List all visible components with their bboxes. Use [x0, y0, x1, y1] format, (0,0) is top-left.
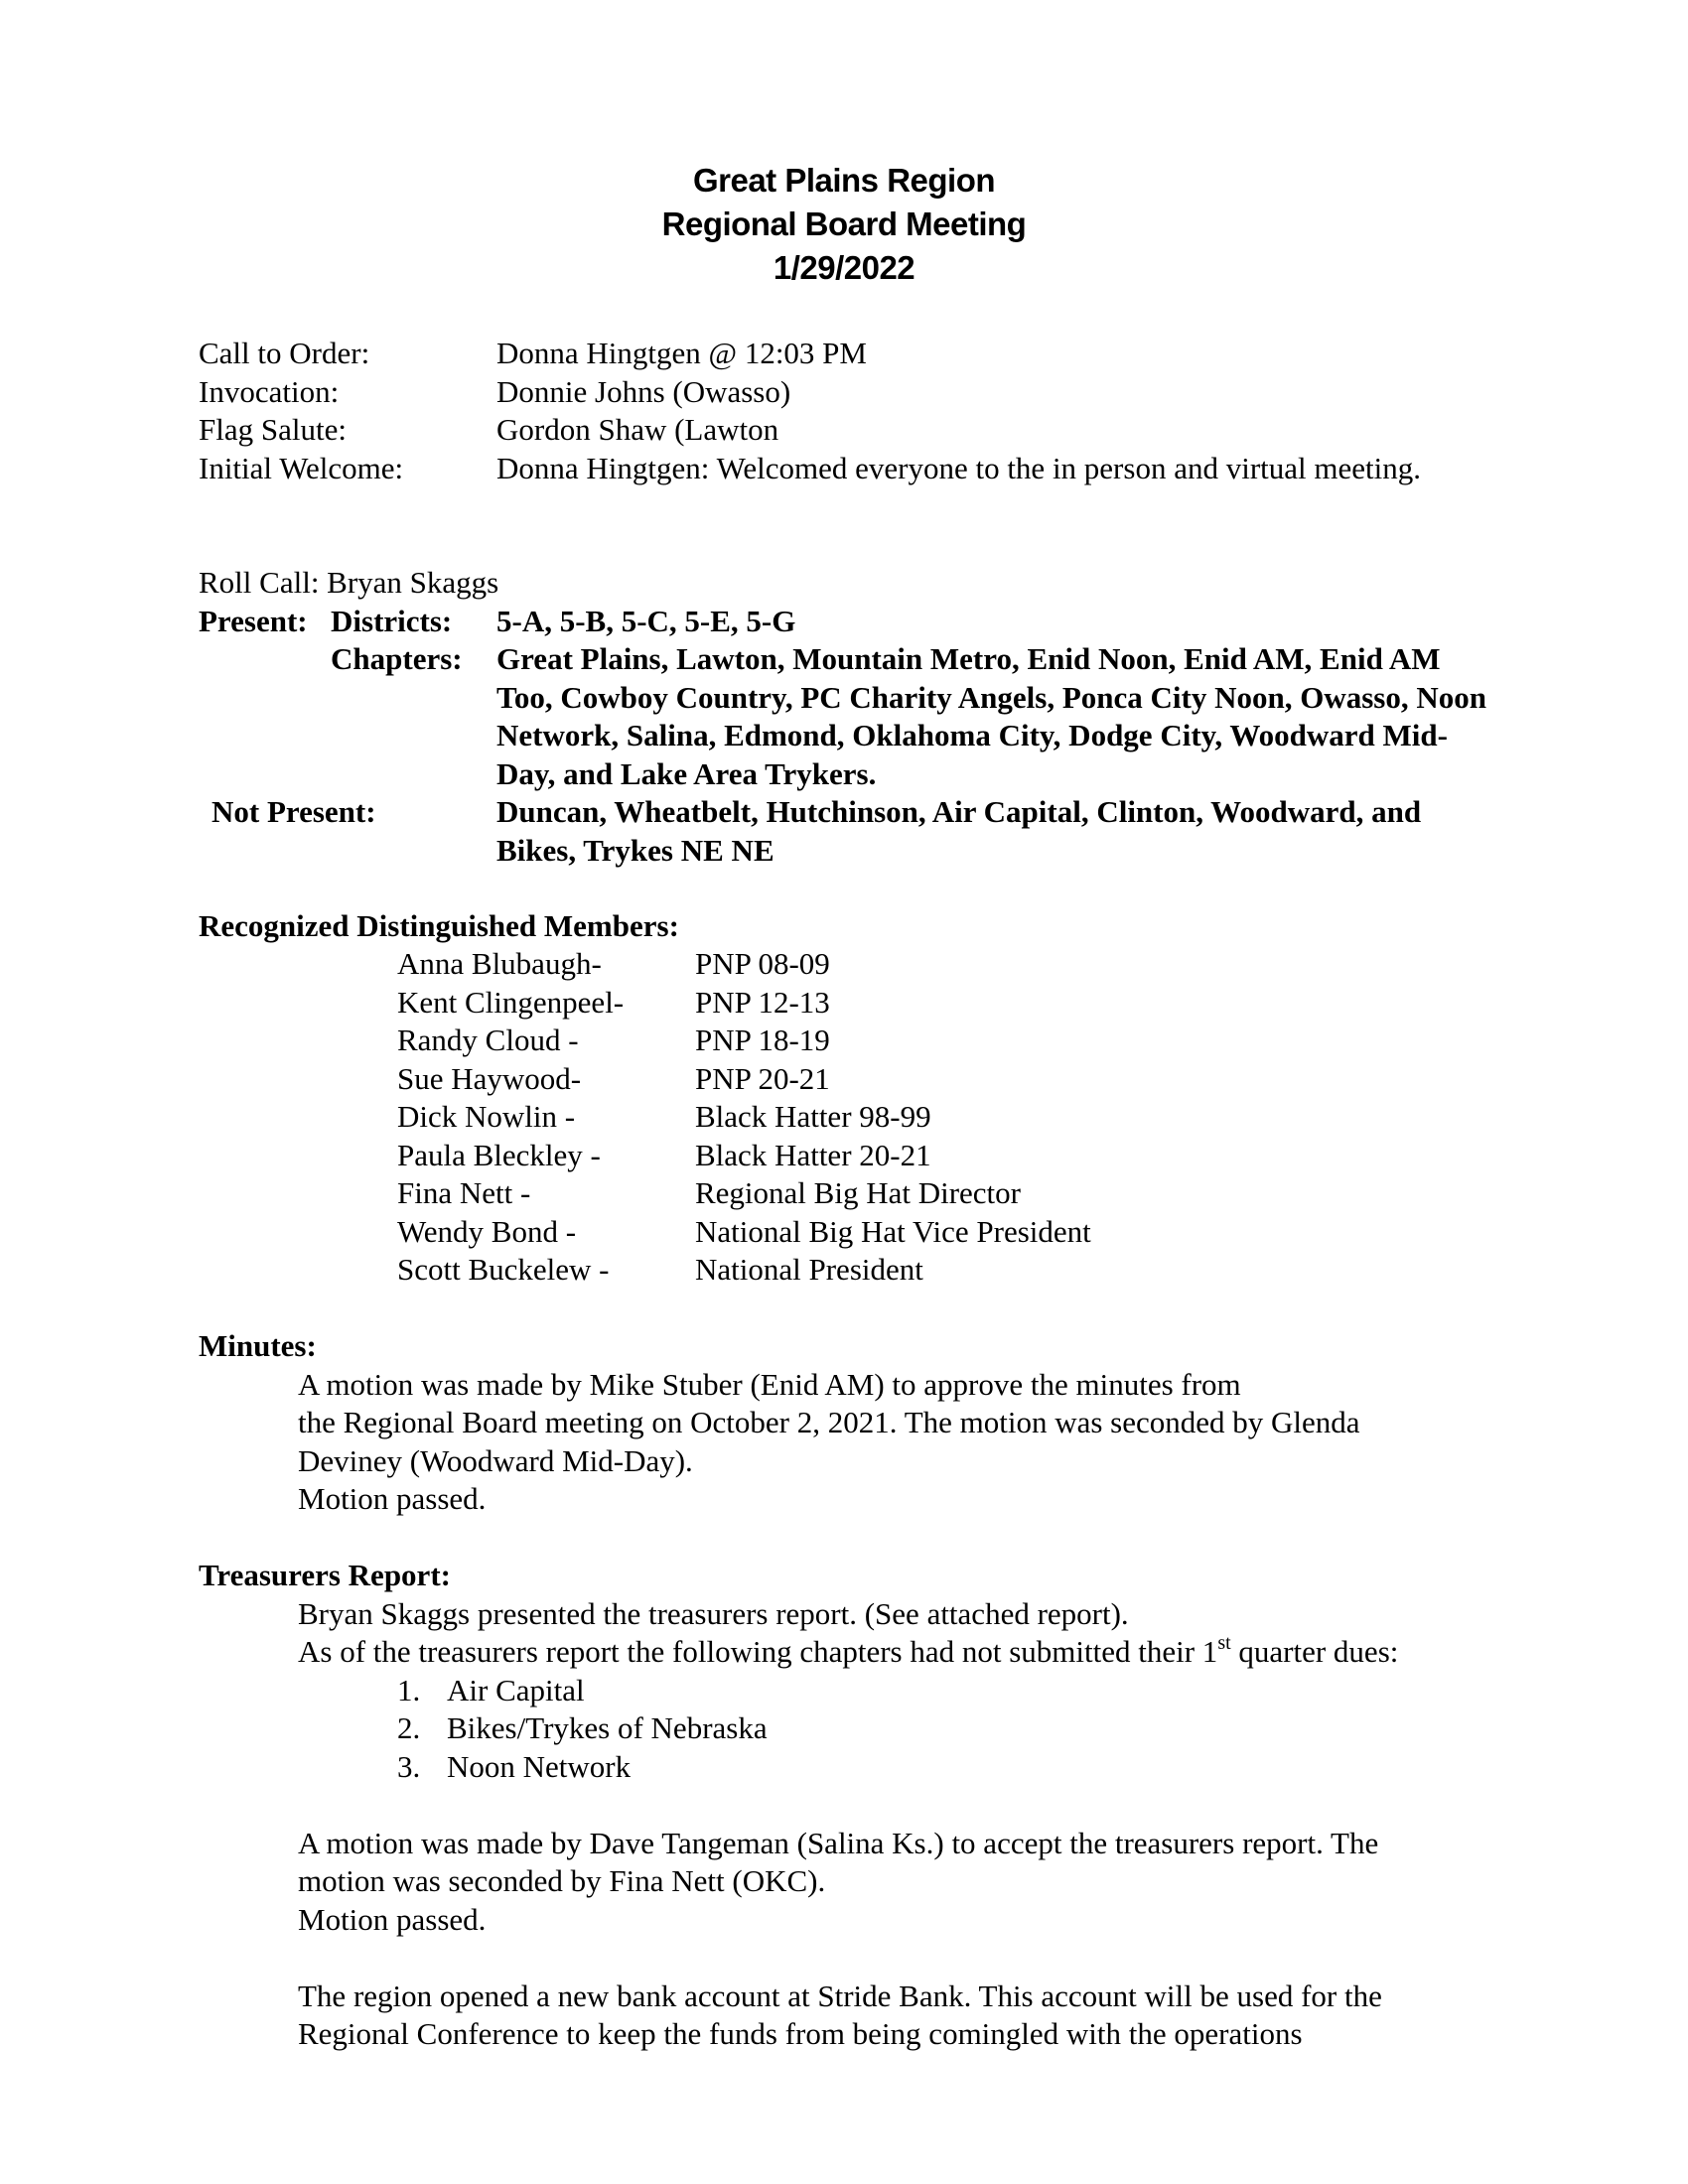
- member-role: National President: [695, 1252, 923, 1287]
- unpaid-number: 1.: [397, 1673, 421, 1707]
- unpaid-number: 2.: [397, 1710, 421, 1745]
- member-name: Randy Cloud -: [397, 1023, 579, 1057]
- member-role: Black Hatter 20-21: [695, 1138, 931, 1172]
- chapters-label: Chapters:: [331, 641, 463, 676]
- unpaid-chapter: Bikes/Trykes of Nebraska: [447, 1710, 768, 1745]
- title-meeting: Regional Board Meeting: [661, 205, 1027, 242]
- opening-value: Gordon Shaw (Lawton: [496, 412, 779, 447]
- unpaid-chapter: Noon Network: [447, 1749, 632, 1784]
- treasurers-motion-line: motion was seconded by Fina Nett (OKC).: [298, 1863, 826, 1898]
- member-role: Black Hatter 98-99: [695, 1099, 931, 1134]
- opening-value: Donna Hingtgen: Welcomed everyone to the in person and virtual meeting.: [496, 451, 1421, 485]
- document-title: [0, 159, 1688, 290]
- treasurers-dues-line: [298, 1633, 1489, 1672]
- not-present-label: Not Present:: [211, 794, 376, 829]
- member-name: Dick Nowlin -: [397, 1099, 576, 1134]
- member-name: Fina Nett -: [397, 1175, 531, 1210]
- opening-label: Call to Order:: [199, 336, 370, 370]
- member-name: Sue Haywood-: [397, 1061, 582, 1096]
- bank-line: Regional Conference to keep the funds from being comingled with the operations: [298, 2016, 1303, 2051]
- opening-value: Donnie Johns (Owasso): [496, 374, 791, 409]
- distinguished-heading: Recognized Distinguished Members:: [199, 908, 679, 943]
- treasurers-line: Bryan Skaggs presented the treasurers report. (See attached report).: [298, 1596, 1129, 1631]
- member-role: PNP 18-19: [695, 1023, 830, 1057]
- opening-label: Flag Salute:: [199, 412, 347, 447]
- member-role: PNP 20-21: [695, 1061, 830, 1096]
- minutes-line: A motion was made by Mike Stuber (Enid AM) to approve the minutes from: [298, 1367, 1241, 1402]
- chapters-value: Great Plains, Lawton, Mountain Metro, Enid Noon, Enid AM, Enid AM Too, Cowboy Country, PC Charity Angels, Ponca City Noon, Owasso, Noon Network, Salina, Edmond, Oklahoma City, Dodge City, Woodward Mid-Day, and Lake Area Trykers.: [496, 641, 1486, 791]
- not-present-value: Duncan, Wheatbelt, Hutchinson, Air Capital, Clinton, Woodward, and Bikes, Trykes NE NE: [496, 794, 1422, 868]
- minutes-result: Motion passed.: [298, 1481, 487, 1516]
- unpaid-chapter: Air Capital: [447, 1673, 585, 1707]
- member-role: PNP 08-09: [695, 946, 830, 981]
- treasurers-motion-line: A motion was made by Dave Tangeman (Salina Ks.) to accept the treasurers report. The: [298, 1826, 1379, 1860]
- treasurers-heading: Treasurers Report:: [199, 1558, 451, 1592]
- districts-label: Districts:: [331, 604, 453, 638]
- dues-ordinal: st: [1217, 1631, 1231, 1654]
- member-name: Wendy Bond -: [397, 1214, 577, 1249]
- member-role: National Big Hat Vice President: [695, 1214, 1091, 1249]
- minutes-heading: Minutes:: [199, 1328, 317, 1363]
- member-role: Regional Big Hat Director: [695, 1175, 1021, 1210]
- districts-value: 5-A, 5-B, 5-C, 5-E, 5-G: [496, 604, 796, 638]
- bank-line: The region opened a new bank account at Stride Bank. This account will be used for the: [298, 1979, 1382, 2013]
- dues-text-end: quarter dues:: [1230, 1634, 1399, 1669]
- treasurers-motion-result: Motion passed.: [298, 1902, 487, 1937]
- opening-value: Donna Hingtgen @ 12:03 PM: [496, 336, 867, 370]
- minutes-line: the Regional Board meeting on October 2, 2021. The motion was seconded by Glenda: [298, 1405, 1360, 1439]
- member-role: PNP 12-13: [695, 985, 830, 1020]
- unpaid-number: 3.: [397, 1749, 421, 1784]
- member-name: Anna Blubaugh-: [397, 946, 602, 981]
- member-name: Scott Buckelew -: [397, 1252, 610, 1287]
- minutes-line: Deviney (Woodward Mid-Day).: [298, 1443, 693, 1478]
- member-name: Kent Clingenpeel-: [397, 985, 625, 1020]
- dues-text: As of the treasurers report the following chapters had not submitted their 1: [298, 1634, 1218, 1669]
- roll-call-label: Roll Call: Bryan Skaggs: [199, 565, 499, 600]
- title-region: Great Plains Region: [692, 162, 996, 199]
- present-label: Present:: [199, 604, 308, 638]
- member-name: Paula Bleckley -: [397, 1138, 601, 1172]
- opening-label: Invocation:: [199, 374, 340, 409]
- opening-label: Initial Welcome:: [199, 451, 404, 485]
- title-date: 1/29/2022: [773, 249, 915, 286]
